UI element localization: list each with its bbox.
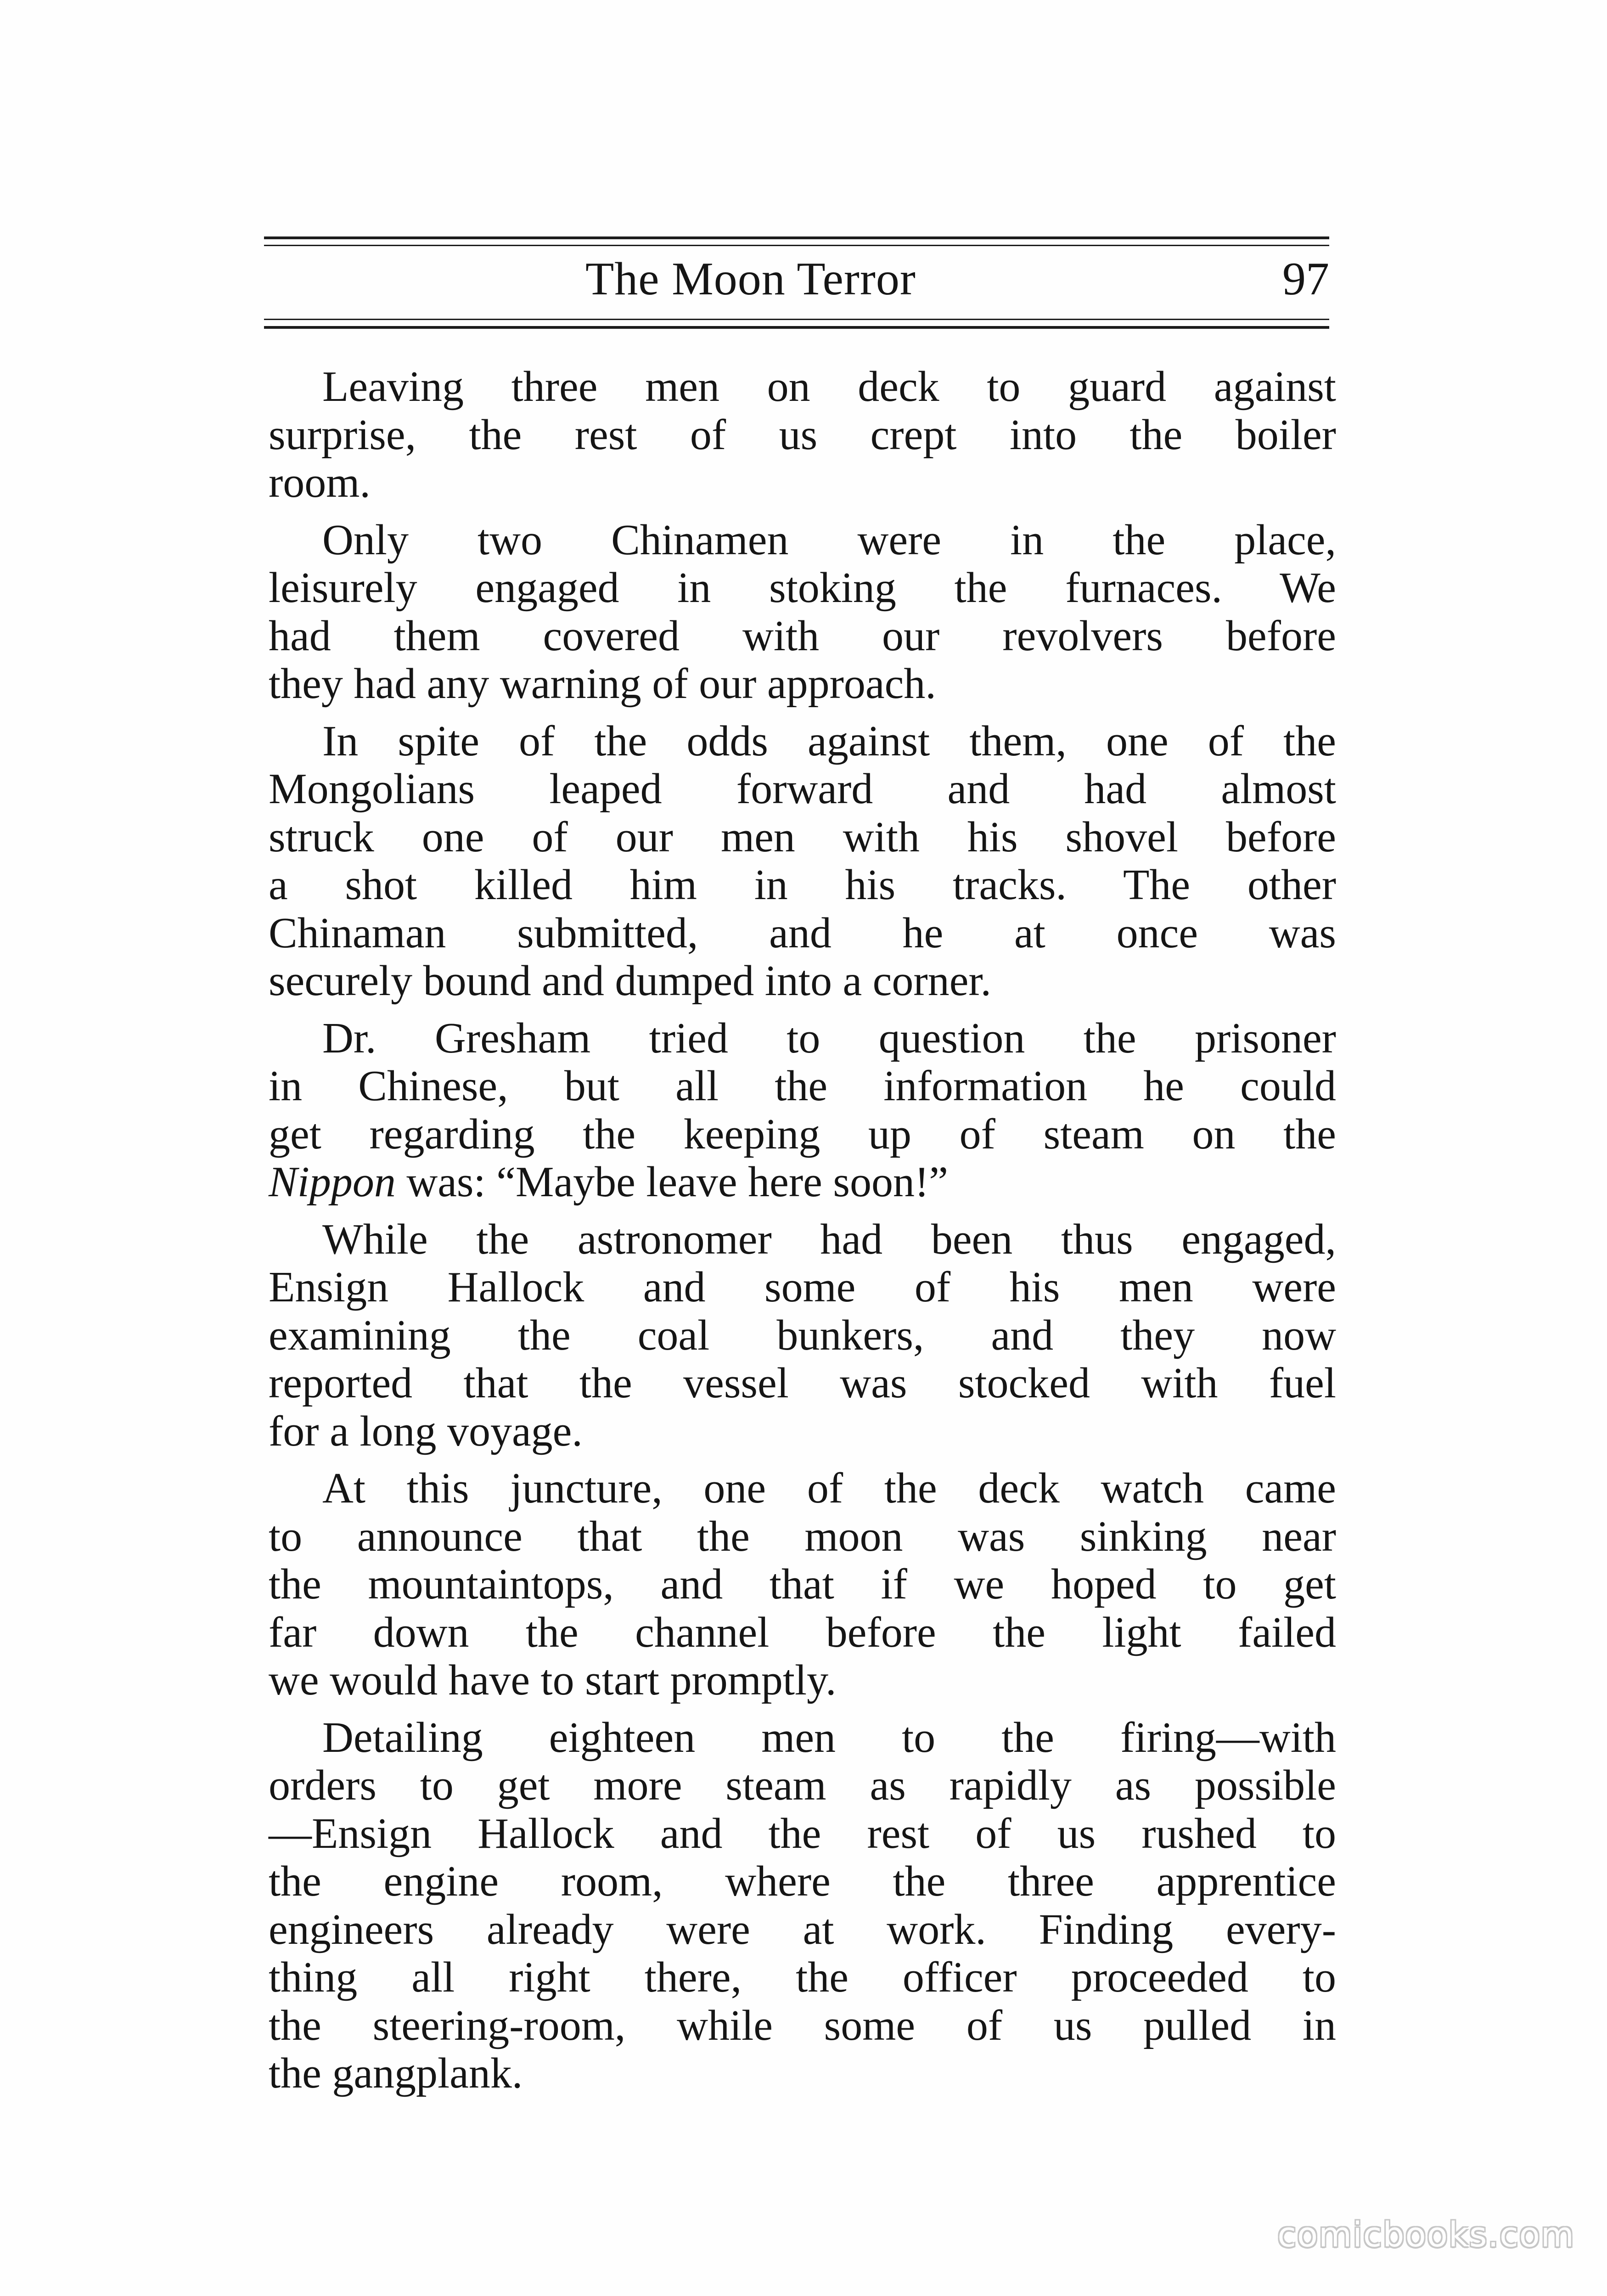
paragraph [269,1014,1336,1206]
paragraph [269,516,1336,708]
site-watermark: comicbooks.com [1277,2215,1575,2255]
body-text [269,363,1336,2107]
text-line: While the astronomer had been thus engaged, [322,1215,1336,1263]
text-line: in Chinese, but all the information he could [269,1062,1336,1110]
text-line: for a long voyage. [269,1407,583,1455]
text-line: we would have to start promptly. [269,1656,837,1704]
running-head-title: The Moon Terror [585,253,916,305]
text-line: engineers already were at work. Finding every- [269,1905,1336,1953]
quoted-reply: was: “Maybe leave here soon!” [395,1158,949,1206]
text-line: Chinaman submitted, and he at once was [269,909,1336,957]
text-line: get regarding the keeping up of steam on the [269,1110,1336,1158]
text-line: leisurely engaged in stoking the furnaces. We [269,564,1336,612]
text-line: Leaving three men on deck to guard against [322,363,1336,411]
text-line: Dr. Gresham tried to question the prisoner [322,1014,1336,1062]
header-top-rule-thin [264,245,1329,246]
text-line: Detailing eighteen men to the firing—with [322,1713,1336,1761]
text-line: securely bound and dumped into a corner. [269,957,992,1005]
text-line: room. [269,459,371,506]
text-line: orders to get more steam as rapidly as possible [269,1761,1336,1809]
header-bottom-rule-thin [264,319,1329,320]
text-line: the engine room, where the three apprentice [269,1857,1336,1905]
paragraph [269,1464,1336,1705]
text-line: the gangplank. [269,2049,523,2097]
header-bottom-rule-thick [264,326,1329,329]
text-line: the steering-room, while some of us pulled in [269,2001,1336,2049]
text-line [269,1158,1336,1206]
text-line: examining the coal bunkers, and they now [269,1311,1336,1359]
text-line: At this juncture, one of the deck watch came [322,1464,1336,1512]
text-line: far down the channel before the light failed [269,1608,1336,1656]
paragraph [269,363,1336,507]
text-line: Ensign Hallock and some of his men were [269,1263,1336,1311]
paragraph [269,717,1336,1005]
page-number: 97 [1282,253,1329,305]
text-line: surprise, the rest of us crept into the boiler [269,411,1336,459]
text-line: a shot killed him in his tracks. The other [269,861,1336,909]
text-line: thing all right there, the officer proceeded to [269,1953,1336,2001]
text-line: reported that the vessel was stocked with fuel [269,1359,1336,1407]
text-line: Mongolians leaped forward and had almost [269,765,1336,813]
text-line: they had any warning of our approach. [269,660,936,708]
paragraph [269,1714,1336,2098]
paragraph [269,1216,1336,1456]
text-line: Only two Chinamen were in the place, [322,516,1336,564]
text-line: to announce that the moon was sinking near [269,1512,1336,1560]
header-top-rule-thick [264,236,1329,239]
text-line: In spite of the odds against them, one of the [322,717,1336,765]
text-line: had them covered with our revolvers before [269,612,1336,660]
text-line: the mountaintops, and that if we hoped to get [269,1560,1336,1608]
text-line: struck one of our men with his shovel before [269,813,1336,861]
ship-name: Nippon [269,1158,396,1206]
text-line: —Ensign Hallock and the rest of us rushed to [269,1809,1336,1857]
